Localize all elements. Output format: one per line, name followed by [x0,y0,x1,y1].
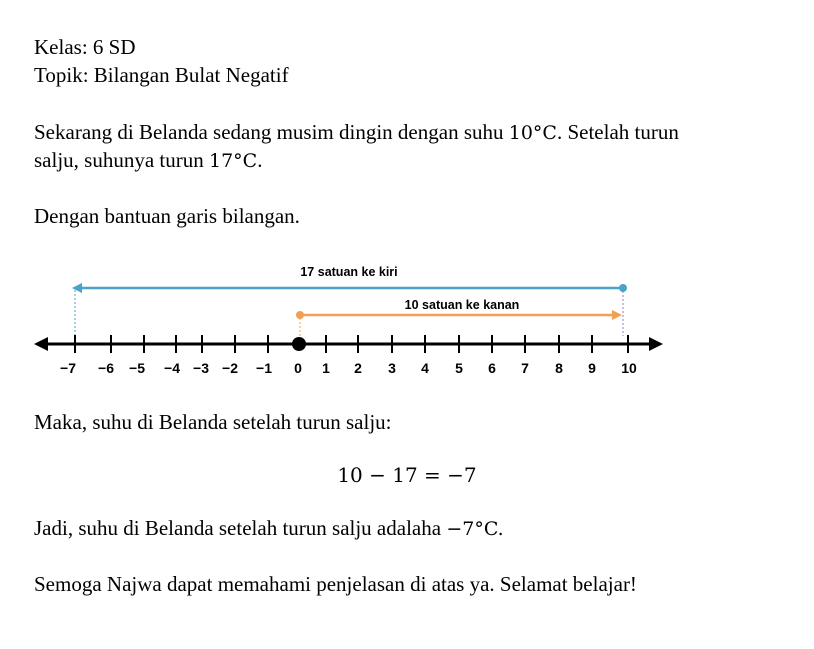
tick-label: −6 [98,360,114,376]
tick-label: 2 [354,360,362,376]
tick-label: 5 [455,360,463,376]
right-arrow-label: 10 satuan ke kanan [404,298,520,312]
right-arrow-10 [296,310,622,336]
tick-label: 8 [555,360,563,376]
tick-label: 6 [488,360,496,376]
problem-text-1: Sekarang di Belanda sedang musim dingin dengan suhu [34,120,509,144]
tick-label: 3 [388,360,396,376]
tick-label: −1 [256,360,272,376]
problem-tail-2: . [257,148,263,172]
tick-label: −4 [164,360,180,376]
tick-label: 7 [521,360,529,376]
left-arrow-label: 17 satuan ke kiri [300,265,398,279]
problem-text-2: salju, suhunya turun [34,148,209,172]
temperature-initial: 10°C [508,122,557,144]
problem-tail-1: . Setelah turun [556,120,679,144]
answer-value: −7°C. [446,518,504,540]
topic-label: Topik: Bilangan Bulat Negatif [34,63,289,87]
answer-text: Jadi, suhu di Belanda setelah turun salju adalaha [34,516,447,540]
left-arrow-17 [72,283,627,336]
answer-line [34,515,504,542]
number-line-ticks [60,335,637,376]
tick-label: 0 [294,360,302,376]
tick-label: −3 [193,360,209,376]
intro-text: Dengan bantuan garis bilangan. [34,204,300,228]
tick-label: −2 [222,360,238,376]
class-label: Kelas: 6 SD [34,35,136,59]
tick-label: 4 [421,360,429,376]
number-line-axis [34,337,663,351]
tick-label: −7 [60,360,76,376]
temperature-drop: 17°C [208,150,258,172]
tick-label: 10 [621,360,637,376]
tick-label: 9 [588,360,596,376]
closing-text: Semoga Najwa dapat memahami penjelasan di atas ya. Selamat belajar! [34,572,637,596]
tick-label: 1 [322,360,330,376]
equation: 10 − 17 = −7 [337,463,477,487]
conclusion-intro: Maka, suhu di Belanda setelah turun salju: [34,410,392,434]
zero-point-marker [292,337,306,351]
tick-label: −5 [129,360,145,376]
